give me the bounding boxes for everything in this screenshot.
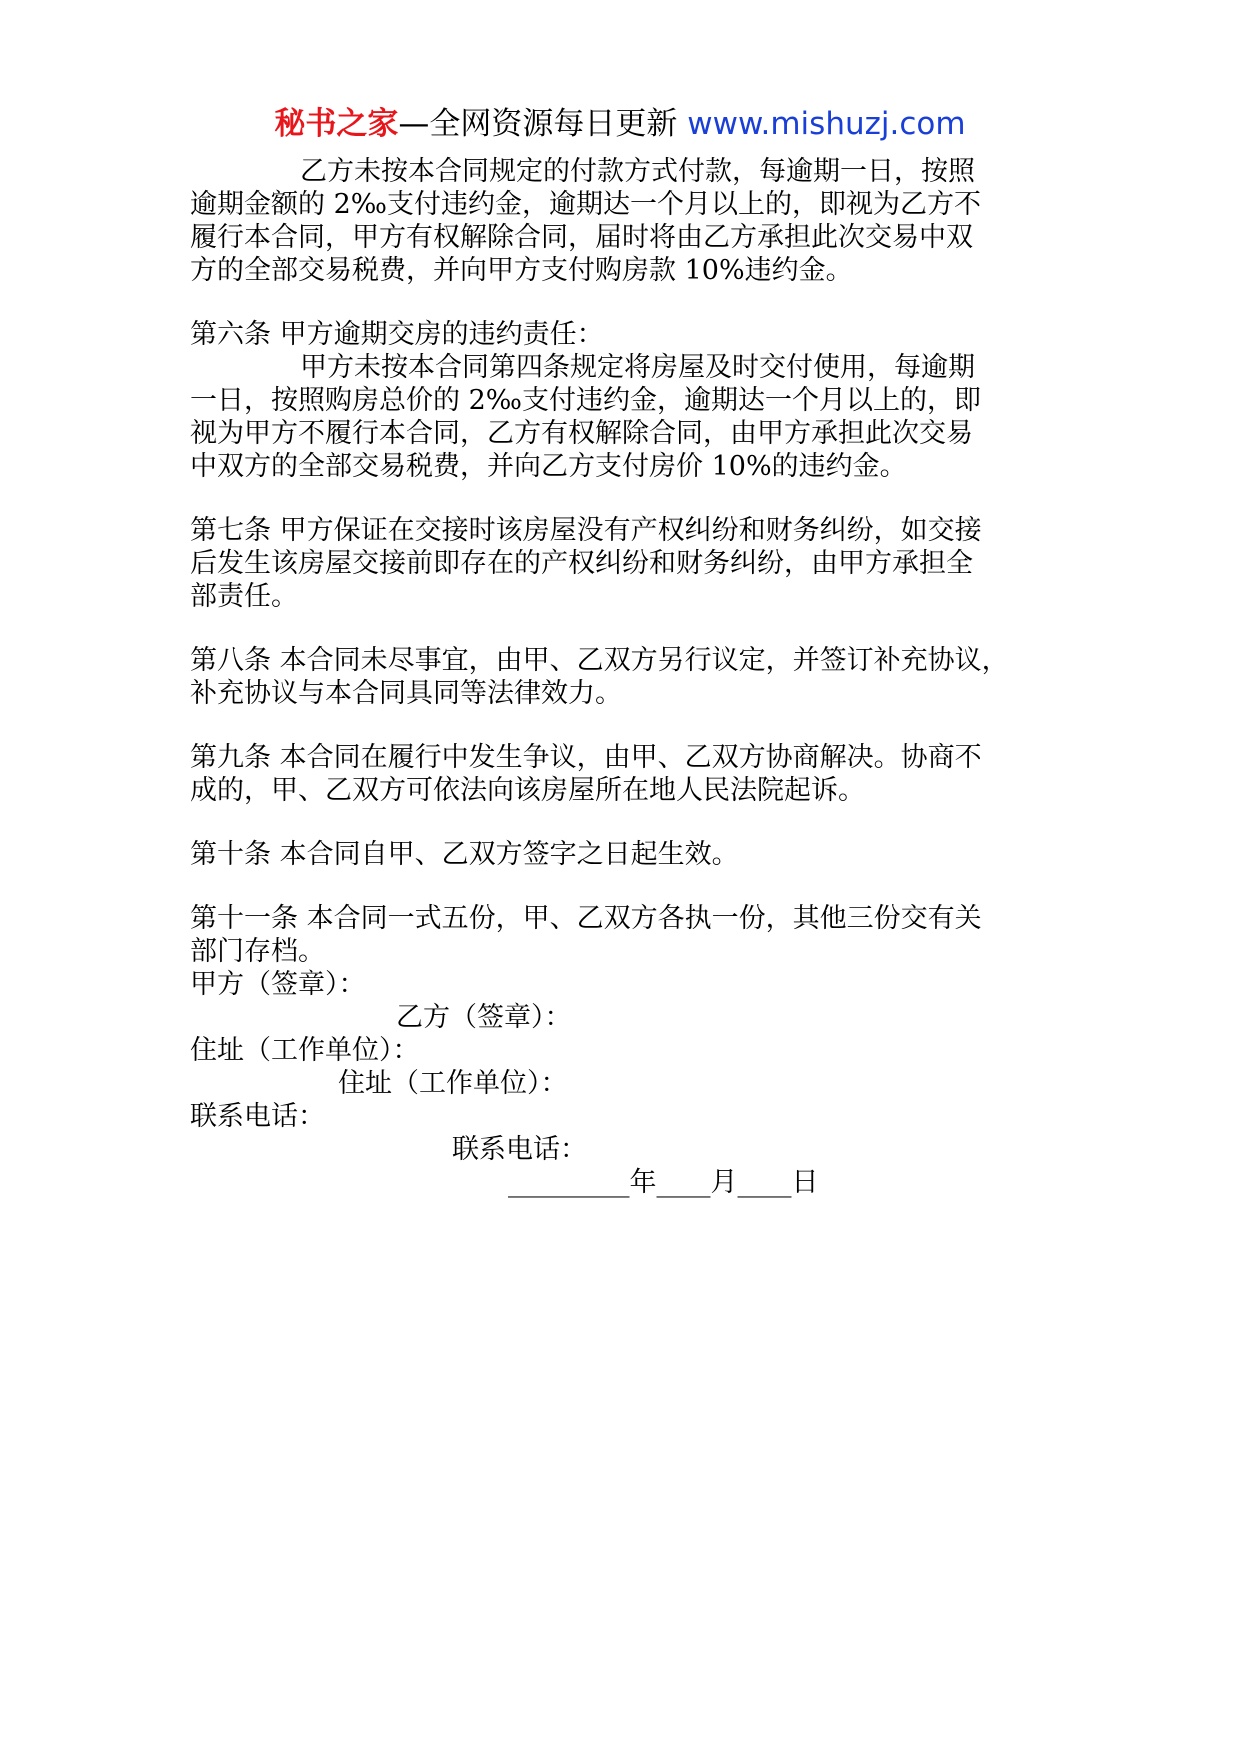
clause9-line-1: 第九条 本合同在履行中发生争议，由甲、乙双方协商解决。协商不: [190, 742, 982, 773]
clause6-line-1: 甲方未按本合同第四条规定将房屋及时交付使用，每逾期: [300, 352, 975, 383]
clause5-line-2: 逾期金额的 2‰支付违约金，逾期达一个月以上的，即视为乙方不: [190, 189, 981, 220]
clause6-line-4: 中双方的全部交易税费，并向乙方支付房价 10%的违约金。: [190, 451, 907, 482]
party-a-phone-label: 联系电话：: [190, 1101, 325, 1132]
clause5-line-4: 方的全部交易税费，并向甲方支付购房款 10%违约金。: [190, 255, 853, 286]
clause10-line-1: 第十条 本合同自甲、乙双方签字之日起生效。: [190, 839, 739, 870]
clause11-line-2: 部门存档。: [190, 936, 325, 967]
party-a-address-label: 住址（工作单位）：: [190, 1035, 420, 1066]
clause8-line-1: 第八条 本合同未尽事宜，由甲、乙双方另行议定，并签订补充协议，: [190, 645, 1009, 676]
clause7-line-2: 后发生该房屋交接前即存在的产权纠纷和财务纠纷，由甲方承担全: [190, 548, 973, 579]
site-header: [0, 102, 1240, 146]
party-b-signature-label: 乙方（签章）：: [396, 1002, 572, 1033]
clause6-line-2: 一日，按照购房总价的 2‰支付违约金，逾期达一个月以上的，即: [190, 385, 981, 416]
clause7-line-3: 部责任。: [190, 581, 298, 612]
clause9-line-2: 成的，甲、乙双方可依法向该房屋所在地人民法院起诉。: [190, 775, 865, 806]
site-slogan: —全网资源每日更新: [398, 106, 678, 142]
party-a-signature-label: 甲方（签章）：: [190, 969, 366, 1000]
party-b-address-label: 住址（工作单位）：: [338, 1068, 568, 1099]
clause11-line-1: 第十一条 本合同一式五份，甲、乙双方各执一份，其他三份交有关: [190, 903, 982, 934]
site-url[interactable]: www.mishuzj.com: [687, 106, 966, 142]
clause5-line-3: 履行本合同，甲方有权解除合同，届时将由乙方承担此次交易中双: [190, 222, 973, 253]
clause5-line-1: 乙方未按本合同规定的付款方式付款，每逾期一日，按照: [300, 156, 975, 187]
clause6-heading: 第六条 甲方逾期交房的违约责任：: [190, 319, 604, 350]
clause7-line-1: 第七条 甲方保证在交接时该房屋没有产权纠纷和财务纠纷，如交接: [190, 515, 982, 546]
date-line: _________年____月____日: [508, 1167, 819, 1198]
site-name: 秘书之家: [274, 106, 399, 142]
clause6-line-3: 视为甲方不履行本合同，乙方有权解除合同，由甲方承担此次交易: [190, 418, 973, 449]
party-b-phone-label: 联系电话：: [452, 1134, 587, 1165]
clause8-line-2: 补充协议与本合同具同等法律效力。: [190, 678, 622, 709]
